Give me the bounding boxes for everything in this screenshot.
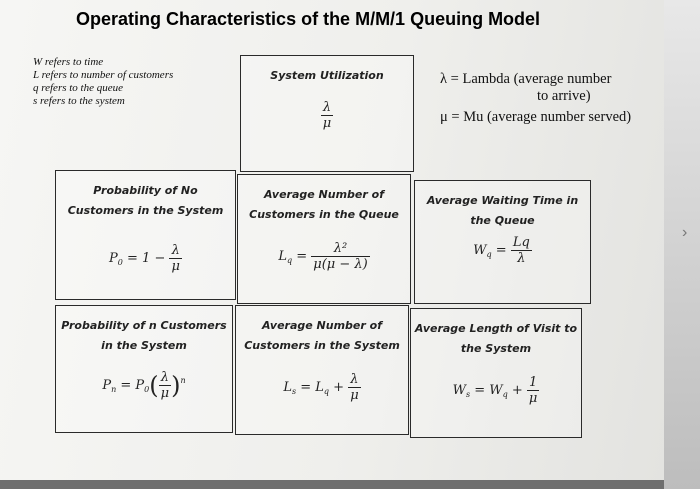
heading-line: Average Number of — [264, 188, 384, 201]
fraction-numerator: λ — [348, 372, 360, 388]
fraction-numerator: λ — [159, 370, 171, 386]
formula-subscript: 0 — [117, 258, 123, 267]
avg-length-visit-box — [410, 308, 582, 438]
variable-legend — [33, 56, 173, 108]
box-heading — [415, 191, 590, 231]
formula-operator: = — [292, 249, 312, 264]
fraction-numerator: Lq — [512, 235, 530, 250]
formula-subscript: s — [465, 390, 471, 399]
formula-lhs: L — [283, 380, 292, 395]
lambda-definition-cont: to arrive) — [537, 88, 591, 104]
formula-subscript: q — [286, 256, 293, 265]
heading-line: Average Waiting Time in — [426, 194, 579, 207]
adjacent-page-edge — [664, 0, 700, 489]
heading-line: Average Length of Visit to — [414, 322, 578, 335]
formula-subscript: q — [486, 250, 492, 259]
fraction-numerator: λ — [169, 243, 181, 259]
box-heading: System Utilization — [270, 69, 384, 82]
formula-exponent: n — [180, 376, 186, 385]
page-title: Operating Characteristics of the M/M/1 Queuing Model — [76, 9, 541, 29]
prob-no-customers-box — [55, 170, 236, 300]
legend-item: s refers to the system — [33, 95, 125, 107]
avg-number-queue-box — [237, 174, 411, 304]
prob-n-customers-box — [55, 305, 233, 433]
formula-operator: = 1 − — [122, 251, 170, 266]
fraction-denominator: μ — [322, 116, 332, 131]
heading-line: the Queue — [470, 214, 535, 227]
avg-waiting-time-queue-box — [414, 180, 591, 304]
box-heading — [238, 185, 410, 225]
pn-formula — [56, 370, 232, 401]
fraction-denominator: μ — [350, 388, 359, 403]
right-paren: ) — [171, 371, 181, 400]
heading-line: Customers in the System — [244, 339, 400, 352]
formula-subscript: s — [291, 387, 297, 396]
wq-formula — [415, 235, 590, 266]
utilization-formula — [241, 100, 413, 131]
mu-definition: μ = Mu (average number served) — [440, 109, 632, 125]
formula-subscript: n — [111, 385, 117, 394]
fraction-denominator: μ — [160, 386, 170, 401]
formula-subscript: q — [323, 387, 330, 396]
legend-item: L refers to number of customers — [33, 69, 174, 81]
formula-plus: + — [329, 380, 349, 395]
fraction-numerator: λ² — [311, 241, 369, 257]
formula-plus: + — [507, 383, 527, 398]
formula-operator: = P — [116, 378, 145, 393]
lambda-definition: λ = Lambda (average number — [440, 71, 612, 87]
fraction-denominator: λ — [517, 251, 526, 266]
formula-subscript: 0 — [144, 385, 150, 394]
box-heading — [236, 316, 408, 356]
box-heading — [56, 181, 235, 221]
fraction-numerator: 1 — [527, 375, 539, 391]
formula-operator: = — [491, 243, 511, 258]
box-heading — [56, 316, 232, 356]
heading-line: Customers in the System — [67, 204, 224, 217]
heading-line: the System — [460, 342, 532, 355]
formula-operator: = L — [296, 380, 324, 395]
fraction-denominator: μ — [528, 391, 538, 406]
formula-lhs: P — [109, 251, 118, 266]
p0-formula — [56, 243, 235, 274]
formula-lhs: W — [452, 383, 466, 398]
legend-item: q refers to the queue — [33, 82, 124, 94]
heading-line: Customers in the Queue — [249, 208, 399, 221]
chevron-right-icon[interactable]: › — [682, 224, 688, 241]
formula-operator: = W — [470, 383, 503, 398]
fraction-numerator: λ — [321, 100, 333, 116]
ws-formula — [411, 375, 581, 406]
box-heading — [411, 319, 581, 359]
heading-line: in the System — [101, 339, 187, 352]
left-paren: ( — [149, 371, 159, 400]
heading-line: Probability of n Customers — [61, 319, 227, 332]
symbol-definitions — [440, 71, 665, 126]
ls-formula — [236, 372, 408, 403]
heading-line: Probability of No — [93, 184, 198, 197]
legend-item: W refers to time — [33, 56, 104, 68]
fraction-denominator: μ(μ − λ) — [313, 257, 368, 272]
formula-lhs: P — [102, 378, 112, 393]
lq-formula — [238, 241, 410, 272]
formula-lhs: W — [473, 243, 487, 258]
avg-number-system-box — [235, 305, 409, 435]
fraction-denominator: μ — [171, 259, 180, 274]
heading-line: Average Number of — [262, 319, 382, 332]
system-utilization-box — [240, 55, 414, 172]
formula-subscript: q — [502, 390, 508, 399]
formula-lhs: L — [278, 249, 287, 264]
